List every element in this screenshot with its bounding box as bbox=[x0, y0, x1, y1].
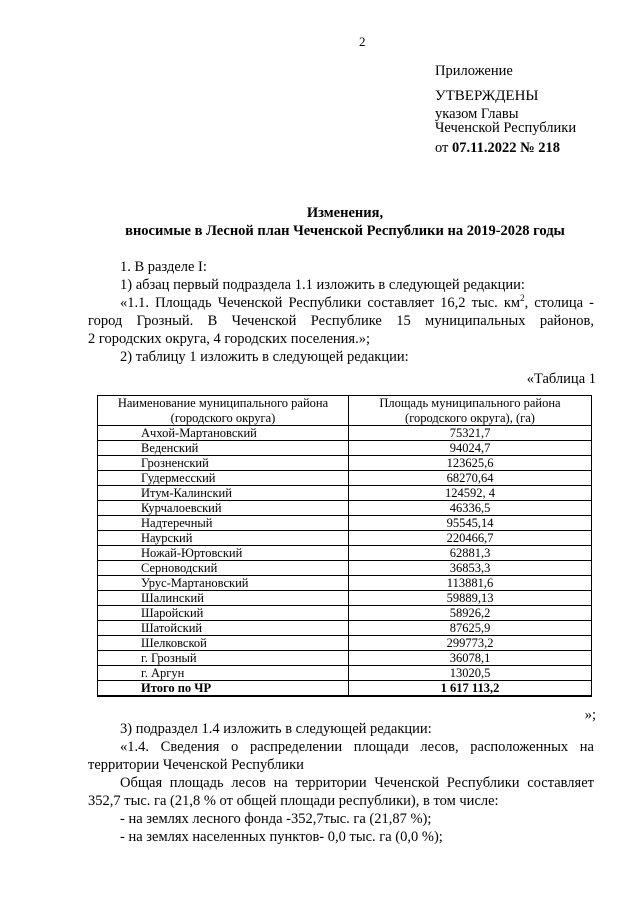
table-row bbox=[98, 516, 592, 531]
item-1: 1) абзац первый подраздела 1.1 изложить в следующей редакции: bbox=[120, 277, 525, 293]
table-total-row bbox=[98, 681, 592, 697]
district-area: 36078,1 bbox=[349, 651, 592, 666]
table-row bbox=[98, 621, 592, 636]
total-label: Итого по ЧР bbox=[98, 681, 349, 697]
district-area: 95545,14 bbox=[349, 516, 592, 531]
item-2: 2) таблицу 1 изложить в следующей редакции: bbox=[120, 349, 409, 365]
district-name: Серноводский bbox=[98, 561, 349, 576]
district-name: Урус-Мартановский bbox=[98, 576, 349, 591]
district-name: Шатойский bbox=[98, 621, 349, 636]
district-name: Ачхой-Мартановский bbox=[98, 426, 349, 441]
district-area: 220466,7 bbox=[349, 531, 592, 546]
district-area: 58926,2 bbox=[349, 606, 592, 621]
district-name: г. Грозный bbox=[98, 651, 349, 666]
district-area: 87625,9 bbox=[349, 621, 592, 636]
table-row bbox=[98, 426, 592, 441]
decree-label: указом Главы bbox=[435, 106, 519, 122]
table-row bbox=[98, 486, 592, 501]
quote-3-line-2: территории Чеченской Республики bbox=[88, 757, 304, 773]
table-row bbox=[98, 651, 592, 666]
district-name: Шалинский bbox=[98, 591, 349, 606]
district-area: 46336,5 bbox=[349, 501, 592, 516]
page-number: 2 bbox=[359, 34, 366, 49]
table-caption: «Таблица 1 bbox=[526, 371, 596, 387]
header-area: Площадь муниципального района (городского округа), (га) bbox=[349, 396, 592, 426]
district-area: 113881,6 bbox=[349, 576, 592, 591]
total-area: 1 617 113,2 bbox=[349, 681, 592, 697]
table-row bbox=[98, 591, 592, 606]
district-area: 123625,6 bbox=[349, 456, 592, 471]
republic-label: Чеченской Республики bbox=[435, 120, 577, 136]
table-row bbox=[98, 441, 592, 456]
appendix-label: Приложение bbox=[435, 63, 513, 79]
district-area: 75321,7 bbox=[349, 426, 592, 441]
quote-1-line-2: город Грозный. В Чеченской Республике 15 муниципальных районов, bbox=[88, 313, 594, 329]
district-area: 68270,64 bbox=[349, 471, 592, 486]
district-name: Надтеречный bbox=[98, 516, 349, 531]
district-name: г. Аргун bbox=[98, 666, 349, 681]
table-row bbox=[98, 636, 592, 651]
district-name: Шаройский bbox=[98, 606, 349, 621]
district-name: Гудермесский bbox=[98, 471, 349, 486]
district-area: 13020,5 bbox=[349, 666, 592, 681]
table-close-quote: »; bbox=[584, 707, 596, 723]
quote-1-text-end: , столица - bbox=[524, 295, 594, 311]
table-row bbox=[98, 471, 592, 486]
section-heading: 1. В разделе I: bbox=[120, 259, 207, 275]
forest-area-line-2: 352,7 тыс. га (21,8 % от общей площади республики), в том числе: bbox=[88, 793, 499, 809]
quote-3-line-1: «1.4. Сведения о распределении площади лесов, расположенных на bbox=[120, 739, 594, 755]
table-row bbox=[98, 666, 592, 681]
forest-fund-bullet: - на землях лесного фонда -352,7тыс. га (21,87 %); bbox=[120, 811, 432, 827]
superscript: 2 bbox=[520, 293, 525, 304]
quote-1-text: «1.1. Площадь Чеченской Республики составляет 16,2 тыс. км bbox=[120, 295, 521, 311]
header-district: Наименование муниципального района (городского округа) bbox=[98, 396, 349, 426]
quote-1-line-3: 2 городских округа, 4 городских поселения.»; bbox=[88, 331, 370, 347]
district-name: Наурский bbox=[98, 531, 349, 546]
district-area: 62881,3 bbox=[349, 546, 592, 561]
decree-date bbox=[435, 140, 560, 156]
table-row bbox=[98, 531, 592, 546]
quote-1-line-1 bbox=[88, 294, 594, 312]
table-row bbox=[98, 546, 592, 561]
forest-area-line-1: Общая площадь лесов на территории Чеченской Республики составляет bbox=[120, 775, 594, 791]
table-header-row bbox=[98, 396, 592, 426]
settlements-bullet: - на землях населенных пунктов- 0,0 тыс. га (0,0 %); bbox=[120, 829, 443, 845]
district-area: 299773,2 bbox=[349, 636, 592, 651]
table-row bbox=[98, 456, 592, 471]
table-row bbox=[98, 576, 592, 591]
district-name: Курчалоевский bbox=[98, 501, 349, 516]
table-row bbox=[98, 606, 592, 621]
municipal-area-table bbox=[97, 395, 592, 697]
district-name: Грозненский bbox=[98, 456, 349, 471]
district-area: 36853,3 bbox=[349, 561, 592, 576]
district-name: Шелковской bbox=[98, 636, 349, 651]
table-row bbox=[98, 561, 592, 576]
district-name: Ножай-Юртовский bbox=[98, 546, 349, 561]
district-area: 94024,7 bbox=[349, 441, 592, 456]
approved-label: УТВЕРЖДЕНЫ bbox=[435, 88, 539, 104]
district-name: Веденский bbox=[98, 441, 349, 456]
district-area: 124592, 4 bbox=[349, 486, 592, 501]
document-title: Изменения, bbox=[306, 205, 384, 221]
district-area: 59889,13 bbox=[349, 591, 592, 606]
item-3: 3) подраздел 1.4 изложить в следующей редакции: bbox=[120, 721, 432, 737]
document-subtitle: вносимые в Лесной план Чеченской Республики на 2019-2028 годы bbox=[125, 223, 565, 239]
district-name: Итум-Калинский bbox=[98, 486, 349, 501]
date-prefix: от bbox=[435, 140, 453, 156]
date-number: 07.11.2022 № 218 bbox=[452, 140, 561, 156]
table-row bbox=[98, 501, 592, 516]
